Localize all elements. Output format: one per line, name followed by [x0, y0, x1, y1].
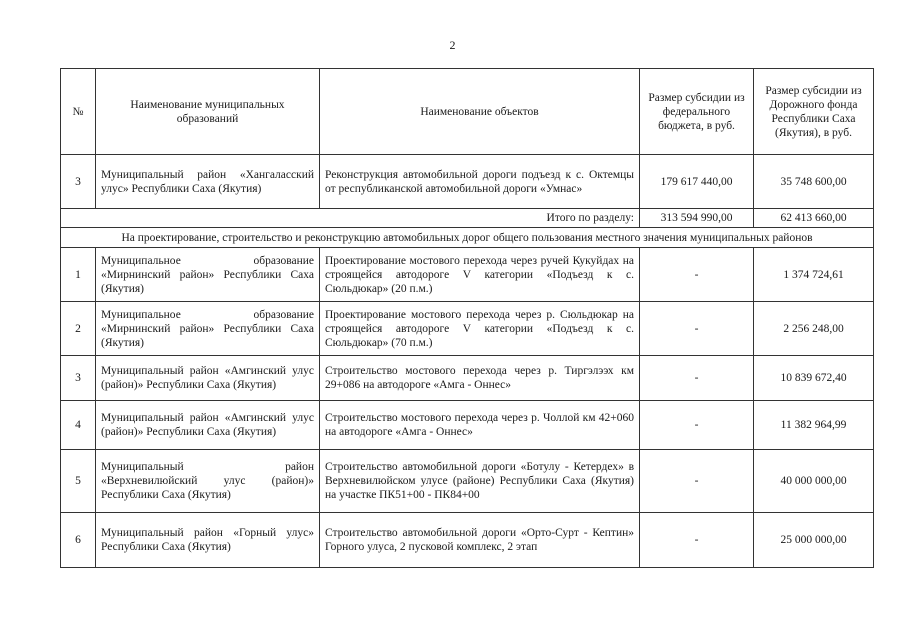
- section-title: На проектирование, строительство и реконструкцию автомобильных дорог общего пользования местного значения муниципальных районов: [61, 228, 874, 248]
- subsidy-table: [60, 68, 874, 568]
- row-federal-amount: -: [640, 513, 754, 568]
- row-road-fund-amount: 2 256 248,00: [754, 302, 874, 356]
- table-row: [61, 155, 874, 209]
- total-road-fund-amount: 62 413 660,00: [754, 209, 874, 228]
- header-municipality: Наименование муниципальных образований: [96, 69, 320, 155]
- header-federal-subsidy: Размер субсидии из федерального бюджета, в руб.: [640, 69, 754, 155]
- row-federal-amount: -: [640, 248, 754, 302]
- header-objects: Наименование объектов: [320, 69, 640, 155]
- row-road-fund-amount: 1 374 724,61: [754, 248, 874, 302]
- row-object: Строительство мостового перехода через р. Тиргэлээх км 29+086 на автодороге «Амга - Оннес»: [320, 356, 640, 401]
- header-road-fund-subsidy: Размер субсидии из Дорожного фонда Республики Саха (Якутия), в руб.: [754, 69, 874, 155]
- row-federal-amount: -: [640, 450, 754, 513]
- row-road-fund-amount: 40 000 000,00: [754, 450, 874, 513]
- row-federal-amount: -: [640, 401, 754, 450]
- row-number: 2: [61, 302, 96, 356]
- row-number: 3: [61, 155, 96, 209]
- table-row: [61, 513, 874, 568]
- row-object: Строительство автомобильной дороги «Орто-Сурт - Кептин» Горного улуса, 2 пусковой комплекс, 2 этап: [320, 513, 640, 568]
- page-number: 2: [449, 38, 456, 52]
- row-number: 5: [61, 450, 96, 513]
- header-number: №: [61, 69, 96, 155]
- row-number: 4: [61, 401, 96, 450]
- table-row: [61, 302, 874, 356]
- row-object: Строительство мостового перехода через р. Чоллой км 42+060 на автодороге «Амга - Оннес»: [320, 401, 640, 450]
- table-row: [61, 248, 874, 302]
- row-road-fund-amount: 11 382 964,99: [754, 401, 874, 450]
- row-object: Проектирование мостового перехода через р. Сюльдюкар на строящейся автодороге V категории «Подъезд к с. Сюльдюкар» (70 п.м.): [320, 302, 640, 356]
- table-row: [61, 356, 874, 401]
- row-number: 1: [61, 248, 96, 302]
- row-municipality: Муниципальное образование «Мирнинский район» Республики Саха (Якутия): [96, 248, 320, 302]
- row-road-fund-amount: 25 000 000,00: [754, 513, 874, 568]
- row-road-fund-amount: 10 839 672,40: [754, 356, 874, 401]
- row-municipality: Муниципальный район «Горный улус» Республики Саха (Якутия): [96, 513, 320, 568]
- row-municipality: Муниципальный район «Хангаласский улус» Республики Саха (Якутия): [96, 155, 320, 209]
- total-label: Итого по разделу:: [61, 209, 640, 228]
- row-federal-amount: -: [640, 356, 754, 401]
- row-municipality: Муниципальный район «Амгинский улус (район)» Республики Саха (Якутия): [96, 401, 320, 450]
- row-municipality: Муниципальное образование «Мирнинский район» Республики Саха (Якутия): [96, 302, 320, 356]
- row-number: 6: [61, 513, 96, 568]
- row-municipality: Муниципальный район «Амгинский улус (район)» Республики Саха (Якутия): [96, 356, 320, 401]
- table-row: [61, 401, 874, 450]
- row-federal-amount: 179 617 440,00: [640, 155, 754, 209]
- row-federal-amount: -: [640, 302, 754, 356]
- row-municipality: Муниципальный район «Верхневилюйский улус (район)» Республики Саха (Якутия): [96, 450, 320, 513]
- row-road-fund-amount: 35 748 600,00: [754, 155, 874, 209]
- section-total-row: [61, 209, 874, 228]
- table-row: [61, 450, 874, 513]
- row-object: Проектирование мостового перехода через ручей Кукуйдах на строящейся автодороге V категории «Подъезд к с. Сюльдюкар» (20 п.м.): [320, 248, 640, 302]
- table-header-row: [61, 69, 874, 155]
- row-object: Реконструкция автомобильной дороги подъезд к с. Октемцы от республиканской автомобильной дороги «Умнас»: [320, 155, 640, 209]
- row-object: Строительство автомобильной дороги «Ботулу - Кетердех» в Верхневилюйском улусе (районе) Республики Саха (Якутия) на участке ПК51+00 - ПК84+00: [320, 450, 640, 513]
- total-federal-amount: 313 594 990,00: [640, 209, 754, 228]
- section-title-row: [61, 228, 874, 248]
- row-number: 3: [61, 356, 96, 401]
